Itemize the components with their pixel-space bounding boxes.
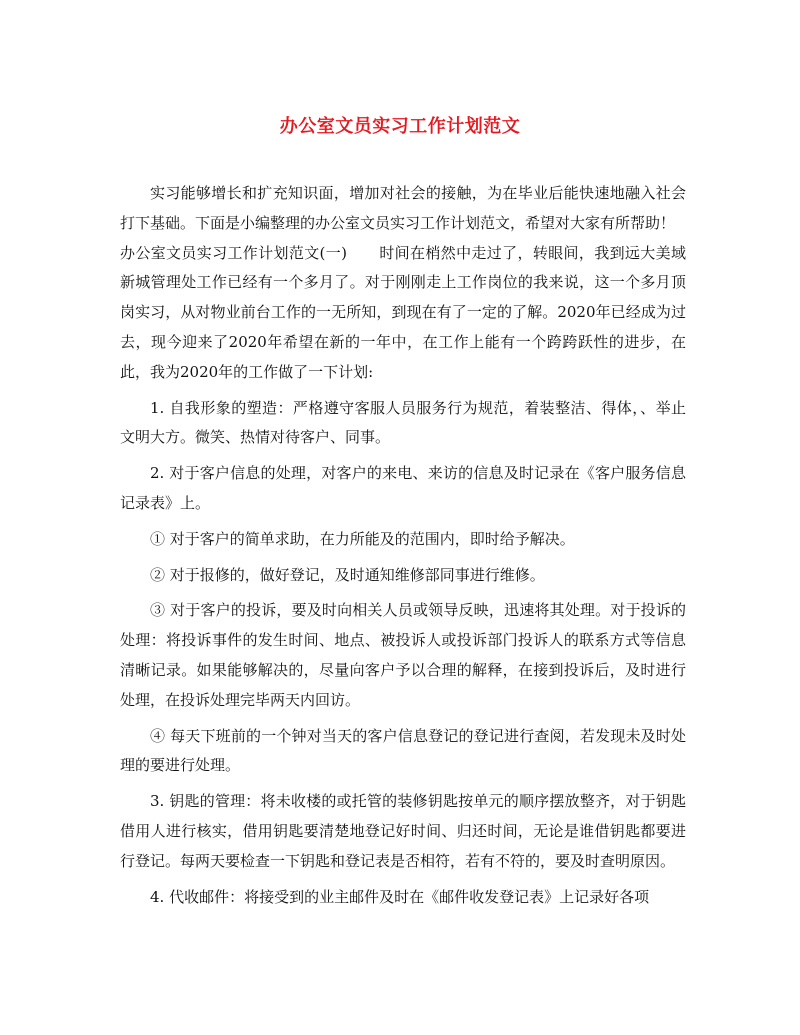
section-opening: 时间在梢然中走过了，转眼间，我到远大美域新城管理处工作已经有一个多月了。对于刚刚走上工作岗位的我来说，这一个多月顶岗实习，从对物业前台工作的一无所知，到现在有了一定的了解。2020年已经成为过去，现今迎来了2020年希望在新的一年中，在工作上能有一个跨跨跃性的进步，在此，我为2020年的工作做了一下计划: bbox=[120, 243, 686, 381]
list-item: ② 对于报修的，做好登记，及时通知维修部同事进行维修。 bbox=[150, 565, 545, 584]
list-item: 1. 自我形象的塑造：严格遵守客服人员服务行为规范，着装整洁、得体，、举止文明大方。微笑、热情对待客户、同事。 bbox=[120, 398, 686, 447]
list-item: 4. 代收邮件：将接受到的业主邮件及时在《邮件收发登记表》上记录好各项 bbox=[150, 887, 650, 906]
list-item: 3. 钥匙的管理：将未收楼的或托管的装修钥匙按单元的顺序摆放整齐，对于钥匙借用人进行核实，借用钥匙要清楚地登记好时间、归还时间，无论是谁借钥匙都要进行登记。每两天要检查一下钥匙和登记表是否相符，若有不符的，要及时查明原因。 bbox=[120, 792, 686, 870]
section-heading: 办公室文员实习工作计划范文(一) bbox=[120, 243, 347, 262]
section-paragraph bbox=[120, 239, 686, 388]
list-item: ③ 对于客户的投诉，要及时向相关人员或领导反映，迅速将其处理。对于投诉的处理：将投诉事件的发生时间、地点、被投诉人或投诉部门投诉人的联系方式等信息清晰记录。如果能够解决的，尽量向客户予以合理的解释，在接到投诉后，及时进行处理，在投诉处理完毕两天内回访。 bbox=[120, 601, 686, 709]
list-item: ① 对于客户的简单求助，在力所能及的范围内，即时给予解决。 bbox=[150, 529, 575, 548]
document-body bbox=[120, 179, 686, 912]
list-item: ④ 每天下班前的一个钟对当天的客户信息登记的登记进行查阅，若发现未及时处理的要进行处理。 bbox=[120, 726, 686, 775]
document-title: 办公室文员实习工作计划范文 bbox=[279, 116, 521, 137]
list-item: 2. 对于客户信息的处理，对客户的来电、来访的信息及时记录在《客户服务信息记录表》上。 bbox=[120, 464, 686, 512]
intro-paragraph: 实习能够增长和扩充知识面，增加对社会的接触，为在毕业后能快速地融入社会打下基础。下面是小编整理的办公室文员实习工作计划范文，希望对大家有所帮助！ bbox=[120, 184, 686, 232]
